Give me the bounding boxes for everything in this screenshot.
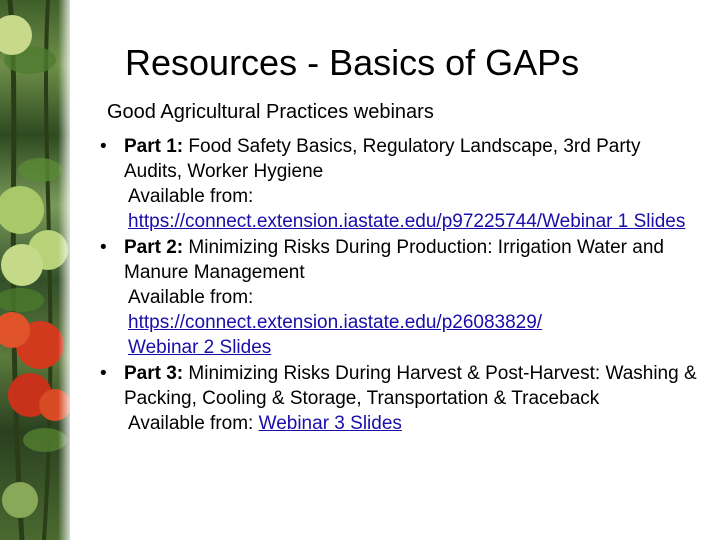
list-item-part-2: [100, 235, 700, 360]
part-label: Part 3:: [124, 363, 184, 384]
available-label: Available from:: [128, 287, 254, 308]
webinar-list: [100, 134, 700, 437]
webinar-3-link[interactable]: Webinar 3 Slides: [258, 413, 402, 434]
webinar-2-link-line-2[interactable]: Webinar 2 Slides: [128, 337, 272, 358]
available-label: Available from:: [128, 186, 254, 207]
part-label: Part 2:: [124, 237, 184, 258]
photo-fade: [58, 0, 80, 540]
available-line: [124, 411, 700, 436]
part-description: Minimizing Risks During Production: Irrigation Water and Manure Management: [124, 237, 664, 283]
bullet-icon: •: [100, 237, 107, 258]
available-label: Available from:: [128, 413, 259, 434]
webinar-1-link[interactable]: https://connect.extension.iastate.edu/p97225744/Webinar 1 Slides: [128, 211, 686, 232]
list-item-part-3: [100, 361, 700, 436]
bullet-icon: •: [100, 363, 107, 384]
part-label: Part 1:: [124, 136, 184, 157]
bullet-icon: •: [100, 136, 107, 157]
slide-title: Resources - Basics of GAPs: [125, 42, 580, 83]
webinar-2-link-line-1[interactable]: https://connect.extension.iastate.edu/p26083829/: [128, 312, 543, 333]
part-description: Minimizing Risks During Harvest & Post-Harvest: Washing & Packing, Cooling & Storage, Transportation & Traceback: [124, 363, 697, 409]
list-item-part-1: [100, 134, 700, 234]
slide-subtitle: Good Agricultural Practices webinars: [107, 101, 434, 123]
part-description: Food Safety Basics, Regulatory Landscape, 3rd Party Audits, Worker Hygiene: [124, 136, 641, 182]
